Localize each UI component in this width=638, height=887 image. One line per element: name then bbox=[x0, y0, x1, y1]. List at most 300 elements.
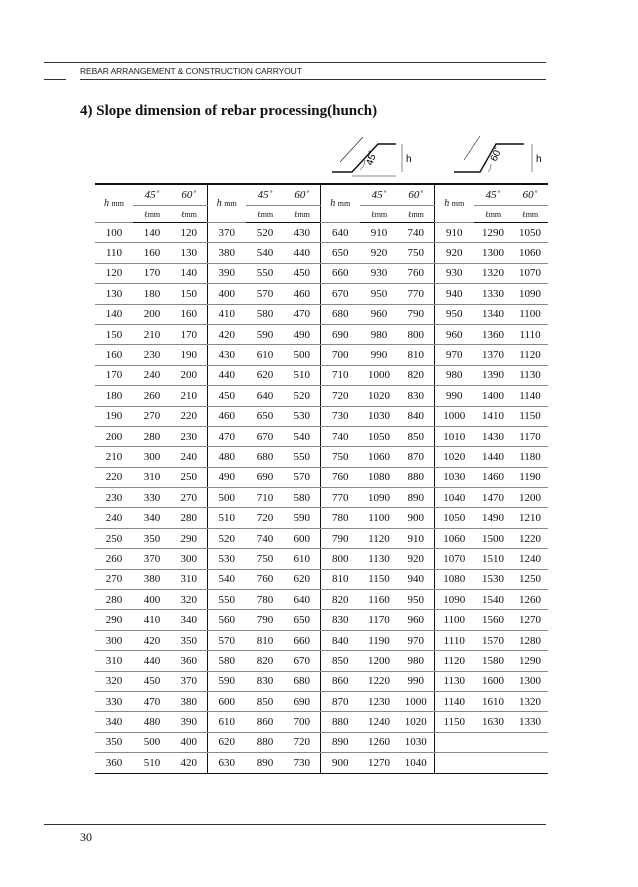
table-cell: 700 bbox=[284, 712, 320, 732]
table-cell: 430 bbox=[284, 223, 320, 243]
table-cell: 1510 bbox=[474, 549, 512, 569]
table-cell: 680 bbox=[284, 671, 320, 691]
table-row bbox=[95, 630, 548, 650]
table-cell: 1090 bbox=[512, 284, 548, 304]
table-cell: 470 bbox=[284, 304, 320, 324]
table-cell: 1100 bbox=[434, 610, 474, 630]
table-cell: 230 bbox=[133, 345, 171, 365]
header-tab-rule bbox=[44, 79, 66, 80]
table-cell: 870 bbox=[398, 447, 434, 467]
table-cell: 360 bbox=[171, 651, 207, 671]
table-cell: 350 bbox=[171, 630, 207, 650]
table-cell: 840 bbox=[320, 630, 360, 650]
table-cell: 580 bbox=[246, 304, 284, 324]
table-cell: 590 bbox=[207, 671, 246, 691]
col-60-header: 60˚ bbox=[284, 184, 320, 206]
table-cell: 900 bbox=[320, 753, 360, 773]
table-cell: 310 bbox=[133, 467, 171, 487]
table-cell: 120 bbox=[95, 263, 133, 283]
table-cell: 1000 bbox=[398, 691, 434, 711]
table-cell: 830 bbox=[246, 671, 284, 691]
table-cell: 480 bbox=[207, 447, 246, 467]
table-cell: 600 bbox=[284, 528, 320, 548]
table-cell: 1110 bbox=[512, 324, 548, 344]
table-cell: 520 bbox=[284, 386, 320, 406]
table-cell: 1390 bbox=[474, 365, 512, 385]
table-cell: 320 bbox=[171, 590, 207, 610]
table-cell: 850 bbox=[398, 426, 434, 446]
table-cell: 720 bbox=[284, 732, 320, 752]
table-cell: 420 bbox=[171, 753, 207, 773]
table-row bbox=[95, 651, 548, 671]
table-cell: 1040 bbox=[398, 753, 434, 773]
table-cell: 980 bbox=[434, 365, 474, 385]
table-cell: 1110 bbox=[434, 630, 474, 650]
table-cell: 210 bbox=[133, 324, 171, 344]
table-row bbox=[95, 753, 548, 773]
table-cell: 920 bbox=[434, 243, 474, 263]
table-cell: 660 bbox=[284, 630, 320, 650]
table-cell: 500 bbox=[207, 488, 246, 508]
table-cell: 680 bbox=[320, 304, 360, 324]
table-cell: 390 bbox=[207, 263, 246, 283]
table-cell: 1560 bbox=[474, 610, 512, 630]
table-cell: 830 bbox=[398, 386, 434, 406]
table-cell: 410 bbox=[207, 304, 246, 324]
table-cell: 620 bbox=[246, 365, 284, 385]
table-cell: 1440 bbox=[474, 447, 512, 467]
table-cell: 640 bbox=[284, 590, 320, 610]
table-cell: 850 bbox=[320, 651, 360, 671]
table-row bbox=[95, 732, 548, 752]
table-cell: 1200 bbox=[512, 488, 548, 508]
header-under-rule bbox=[80, 79, 546, 80]
table-cell: 590 bbox=[246, 324, 284, 344]
table-cell: 240 bbox=[171, 447, 207, 467]
table-cell: 500 bbox=[133, 732, 171, 752]
col-60-header: 60˚ bbox=[512, 184, 548, 206]
table-cell: 1030 bbox=[398, 732, 434, 752]
table-cell: 1330 bbox=[512, 712, 548, 732]
table-cell: 440 bbox=[207, 365, 246, 385]
table-cell: 190 bbox=[171, 345, 207, 365]
h-header: h mm bbox=[207, 184, 246, 223]
table-cell: 390 bbox=[171, 712, 207, 732]
table-cell: 160 bbox=[133, 243, 171, 263]
table-cell: 340 bbox=[133, 508, 171, 528]
table-cell: 270 bbox=[171, 488, 207, 508]
table-cell: 720 bbox=[246, 508, 284, 528]
table-cell: 1530 bbox=[474, 569, 512, 589]
table-cell: 1010 bbox=[434, 426, 474, 446]
table-cell: 880 bbox=[398, 467, 434, 487]
table-cell: 530 bbox=[284, 406, 320, 426]
table-cell: 320 bbox=[95, 671, 133, 691]
table-cell: 1500 bbox=[474, 528, 512, 548]
table-cell: 960 bbox=[360, 304, 398, 324]
table-cell: 650 bbox=[320, 243, 360, 263]
table-cell: 1000 bbox=[360, 365, 398, 385]
table-cell: 1260 bbox=[512, 590, 548, 610]
col-45-header: 45˚ bbox=[474, 184, 512, 206]
table-cell: 1230 bbox=[360, 691, 398, 711]
table-cell: 1210 bbox=[512, 508, 548, 528]
table-cell: 690 bbox=[320, 324, 360, 344]
table-cell: 370 bbox=[207, 223, 246, 243]
table-cell: 400 bbox=[171, 732, 207, 752]
table-cell: 1080 bbox=[434, 569, 474, 589]
table-cell: 1150 bbox=[512, 406, 548, 426]
table-cell: 1270 bbox=[512, 610, 548, 630]
table-cell: 830 bbox=[320, 610, 360, 630]
table-cell: 540 bbox=[284, 426, 320, 446]
table-cell: 1290 bbox=[474, 223, 512, 243]
table-cell: 210 bbox=[171, 386, 207, 406]
table-cell: 130 bbox=[95, 284, 133, 304]
table-cell: 1470 bbox=[474, 488, 512, 508]
table-cell: 680 bbox=[246, 447, 284, 467]
table-row bbox=[95, 712, 548, 732]
table-cell: 200 bbox=[171, 365, 207, 385]
table-cell: 1060 bbox=[512, 243, 548, 263]
table-cell: 380 bbox=[207, 243, 246, 263]
table-cell: 1280 bbox=[512, 630, 548, 650]
table-cell: 820 bbox=[320, 590, 360, 610]
height-label-1: h bbox=[406, 154, 412, 165]
table-cell: 720 bbox=[320, 386, 360, 406]
table-cell: 280 bbox=[133, 426, 171, 446]
table-cell: 350 bbox=[95, 732, 133, 752]
table-cell: 730 bbox=[284, 753, 320, 773]
table-cell: 800 bbox=[398, 324, 434, 344]
table-cell: 200 bbox=[133, 304, 171, 324]
hunch-diagram-45 bbox=[330, 132, 422, 182]
table-cell: 920 bbox=[398, 549, 434, 569]
table-cell: 670 bbox=[284, 651, 320, 671]
table-cell: 560 bbox=[207, 610, 246, 630]
table-cell: 920 bbox=[360, 243, 398, 263]
table-cell: 1050 bbox=[360, 426, 398, 446]
table-cell bbox=[512, 753, 548, 773]
table-cell: 840 bbox=[398, 406, 434, 426]
table-cell: 890 bbox=[246, 753, 284, 773]
table-cell: 610 bbox=[284, 549, 320, 569]
table-cell: 1120 bbox=[434, 651, 474, 671]
table-cell: 470 bbox=[207, 426, 246, 446]
table-cell: 710 bbox=[246, 488, 284, 508]
table-cell: 810 bbox=[246, 630, 284, 650]
table-row bbox=[95, 467, 548, 487]
table-cell: 1130 bbox=[434, 671, 474, 691]
table-cell: 400 bbox=[207, 284, 246, 304]
table-cell: 960 bbox=[398, 610, 434, 630]
table-cell: 1130 bbox=[512, 365, 548, 385]
table-cell: 450 bbox=[284, 263, 320, 283]
table-cell: 140 bbox=[171, 263, 207, 283]
table-cell: 290 bbox=[95, 610, 133, 630]
table-cell: 1070 bbox=[434, 549, 474, 569]
table-cell: 160 bbox=[171, 304, 207, 324]
col-60-header: 60˚ bbox=[398, 184, 434, 206]
angle-45-label: 45˚ bbox=[364, 149, 380, 168]
table-cell: 420 bbox=[207, 324, 246, 344]
table-cell: 1300 bbox=[474, 243, 512, 263]
table-cell: 1050 bbox=[434, 508, 474, 528]
table-cell: 750 bbox=[398, 243, 434, 263]
table-cell: 1140 bbox=[434, 691, 474, 711]
table-cell: 110 bbox=[95, 243, 133, 263]
table-cell: 240 bbox=[133, 365, 171, 385]
table-cell: 960 bbox=[434, 324, 474, 344]
table-cell: 510 bbox=[207, 508, 246, 528]
table-cell: 180 bbox=[95, 386, 133, 406]
table-row bbox=[95, 406, 548, 426]
slope-dimension-table bbox=[95, 183, 548, 774]
table-cell: 1270 bbox=[360, 753, 398, 773]
table-cell bbox=[434, 753, 474, 773]
page-number: 30 bbox=[80, 830, 92, 844]
l-unit: ℓmm bbox=[246, 206, 284, 223]
table-cell: 1150 bbox=[360, 569, 398, 589]
table-cell: 800 bbox=[320, 549, 360, 569]
table-cell: 700 bbox=[320, 345, 360, 365]
table-row bbox=[95, 569, 548, 589]
table-cell: 760 bbox=[320, 467, 360, 487]
table-cell: 470 bbox=[133, 691, 171, 711]
table-row bbox=[95, 610, 548, 630]
table-cell: 810 bbox=[320, 569, 360, 589]
table-cell: 710 bbox=[320, 365, 360, 385]
table-cell: 220 bbox=[95, 467, 133, 487]
table-cell: 790 bbox=[320, 528, 360, 548]
table-cell: 850 bbox=[246, 691, 284, 711]
table-cell: 1460 bbox=[474, 467, 512, 487]
table-cell: 340 bbox=[95, 712, 133, 732]
table-cell: 910 bbox=[360, 223, 398, 243]
table-cell: 590 bbox=[284, 508, 320, 528]
table-cell: 1100 bbox=[512, 304, 548, 324]
h-header: h mm bbox=[95, 184, 133, 223]
table-cell: 1400 bbox=[474, 386, 512, 406]
table-cell: 520 bbox=[246, 223, 284, 243]
table-cell: 660 bbox=[320, 263, 360, 283]
table-cell: 1170 bbox=[360, 610, 398, 630]
table-cell: 580 bbox=[207, 651, 246, 671]
table-cell: 350 bbox=[133, 528, 171, 548]
table-cell: 1080 bbox=[360, 467, 398, 487]
l-unit: ℓmm bbox=[133, 206, 171, 223]
table-row bbox=[95, 243, 548, 263]
table-row bbox=[95, 304, 548, 324]
table-cell: 300 bbox=[95, 630, 133, 650]
table-cell: 740 bbox=[398, 223, 434, 243]
table-cell: 1000 bbox=[434, 406, 474, 426]
l-unit: ℓmm bbox=[512, 206, 548, 223]
angle-60-label: 60˚ bbox=[488, 145, 505, 164]
table-cell: 1090 bbox=[434, 590, 474, 610]
table-cell: 430 bbox=[207, 345, 246, 365]
table-cell: 740 bbox=[246, 528, 284, 548]
h-header: h mm bbox=[434, 184, 474, 223]
col-45-header: 45˚ bbox=[246, 184, 284, 206]
table-cell: 280 bbox=[171, 508, 207, 528]
table-cell: 270 bbox=[95, 569, 133, 589]
table-cell: 1320 bbox=[474, 263, 512, 283]
table-cell bbox=[434, 732, 474, 752]
table-cell: 510 bbox=[284, 365, 320, 385]
table-cell: 150 bbox=[95, 324, 133, 344]
table-cell: 860 bbox=[320, 671, 360, 691]
table-cell bbox=[474, 732, 512, 752]
table-cell: 280 bbox=[95, 590, 133, 610]
table-cell: 950 bbox=[434, 304, 474, 324]
table-cell: 380 bbox=[133, 569, 171, 589]
table-cell: 540 bbox=[207, 569, 246, 589]
table-cell: 300 bbox=[171, 549, 207, 569]
running-title: REBAR ARRANGEMENT & CONSTRUCTION CARRYOUT bbox=[80, 66, 302, 76]
table-cell: 760 bbox=[398, 263, 434, 283]
table-cell: 940 bbox=[398, 569, 434, 589]
table-cell: 970 bbox=[434, 345, 474, 365]
table-row bbox=[95, 386, 548, 406]
table-cell: 100 bbox=[95, 223, 133, 243]
table-cell: 1190 bbox=[360, 630, 398, 650]
table-cell: 510 bbox=[133, 753, 171, 773]
table-cell: 380 bbox=[171, 691, 207, 711]
table-row bbox=[95, 549, 548, 569]
height-label-2: h bbox=[536, 154, 542, 165]
table-cell: 190 bbox=[95, 406, 133, 426]
table-cell: 640 bbox=[320, 223, 360, 243]
table-cell: 1060 bbox=[360, 447, 398, 467]
table-row bbox=[95, 447, 548, 467]
table-cell: 300 bbox=[133, 447, 171, 467]
table-cell: 1240 bbox=[360, 712, 398, 732]
table-cell: 950 bbox=[360, 284, 398, 304]
table-cell: 200 bbox=[95, 426, 133, 446]
table-cell: 260 bbox=[133, 386, 171, 406]
table-cell: 910 bbox=[434, 223, 474, 243]
col-45-header: 45˚ bbox=[133, 184, 171, 206]
table-cell: 1140 bbox=[512, 386, 548, 406]
col-60-header: 60˚ bbox=[171, 184, 207, 206]
table-cell: 1410 bbox=[474, 406, 512, 426]
table-cell: 150 bbox=[171, 284, 207, 304]
table-cell: 1490 bbox=[474, 508, 512, 528]
table-cell: 140 bbox=[133, 223, 171, 243]
table-cell: 490 bbox=[284, 324, 320, 344]
table-cell: 530 bbox=[207, 549, 246, 569]
table-body bbox=[95, 223, 548, 774]
table-row bbox=[95, 365, 548, 385]
table-row bbox=[95, 426, 548, 446]
table-cell: 750 bbox=[320, 447, 360, 467]
header-top-rule bbox=[44, 62, 546, 63]
table-cell: 1220 bbox=[512, 528, 548, 548]
table-cell: 640 bbox=[246, 386, 284, 406]
table-cell: 1150 bbox=[434, 712, 474, 732]
table-cell: 230 bbox=[95, 488, 133, 508]
h-header: h mm bbox=[320, 184, 360, 223]
table-cell: 1320 bbox=[512, 691, 548, 711]
table-row bbox=[95, 528, 548, 548]
table-cell: 450 bbox=[207, 386, 246, 406]
table-cell: 760 bbox=[246, 569, 284, 589]
table-cell: 450 bbox=[133, 671, 171, 691]
table-cell: 740 bbox=[320, 426, 360, 446]
table-cell: 910 bbox=[398, 528, 434, 548]
table-cell: 650 bbox=[284, 610, 320, 630]
table-cell: 160 bbox=[95, 345, 133, 365]
table-cell: 980 bbox=[360, 324, 398, 344]
table-cell: 820 bbox=[398, 365, 434, 385]
table-cell: 170 bbox=[95, 365, 133, 385]
table-cell: 540 bbox=[246, 243, 284, 263]
table-cell: 460 bbox=[207, 406, 246, 426]
table-cell: 1030 bbox=[360, 406, 398, 426]
table-cell: 990 bbox=[360, 345, 398, 365]
table-row bbox=[95, 691, 548, 711]
table-cell: 1330 bbox=[474, 284, 512, 304]
table-cell: 550 bbox=[246, 263, 284, 283]
table-cell bbox=[512, 732, 548, 752]
table-cell: 890 bbox=[398, 488, 434, 508]
table-cell: 1190 bbox=[512, 467, 548, 487]
table-cell: 1610 bbox=[474, 691, 512, 711]
table-cell: 230 bbox=[171, 426, 207, 446]
table-cell: 550 bbox=[284, 447, 320, 467]
table-cell: 1240 bbox=[512, 549, 548, 569]
table-cell: 1130 bbox=[360, 549, 398, 569]
table-cell: 870 bbox=[320, 691, 360, 711]
table-cell: 410 bbox=[133, 610, 171, 630]
table-cell: 1030 bbox=[434, 467, 474, 487]
table-cell: 260 bbox=[95, 549, 133, 569]
l-unit: ℓmm bbox=[398, 206, 434, 223]
table-cell: 1340 bbox=[474, 304, 512, 324]
table-cell: 1430 bbox=[474, 426, 512, 446]
table-cell: 440 bbox=[284, 243, 320, 263]
table-cell: 620 bbox=[207, 732, 246, 752]
table-cell: 650 bbox=[246, 406, 284, 426]
table-row bbox=[95, 223, 548, 243]
table-row bbox=[95, 263, 548, 283]
table-cell: 1540 bbox=[474, 590, 512, 610]
table-cell: 620 bbox=[284, 569, 320, 589]
table-cell: 1020 bbox=[434, 447, 474, 467]
table-cell: 1090 bbox=[360, 488, 398, 508]
table-cell: 1180 bbox=[512, 447, 548, 467]
table-cell: 780 bbox=[246, 590, 284, 610]
hunch-diagram-60 bbox=[450, 132, 546, 182]
table-cell: 580 bbox=[284, 488, 320, 508]
table-cell: 180 bbox=[133, 284, 171, 304]
table-cell: 400 bbox=[133, 590, 171, 610]
section-title: 4) Slope dimension of rebar processing(hunch) bbox=[80, 103, 378, 119]
table-cell: 570 bbox=[246, 284, 284, 304]
table-cell: 670 bbox=[246, 426, 284, 446]
table-cell: 120 bbox=[171, 223, 207, 243]
table-cell: 930 bbox=[434, 263, 474, 283]
table-cell: 170 bbox=[171, 324, 207, 344]
table-row bbox=[95, 671, 548, 691]
table-cell: 880 bbox=[320, 712, 360, 732]
footer-rule bbox=[44, 824, 546, 825]
table-cell: 1260 bbox=[360, 732, 398, 752]
table-cell: 730 bbox=[320, 406, 360, 426]
table-cell: 460 bbox=[284, 284, 320, 304]
table-cell: 1060 bbox=[434, 528, 474, 548]
